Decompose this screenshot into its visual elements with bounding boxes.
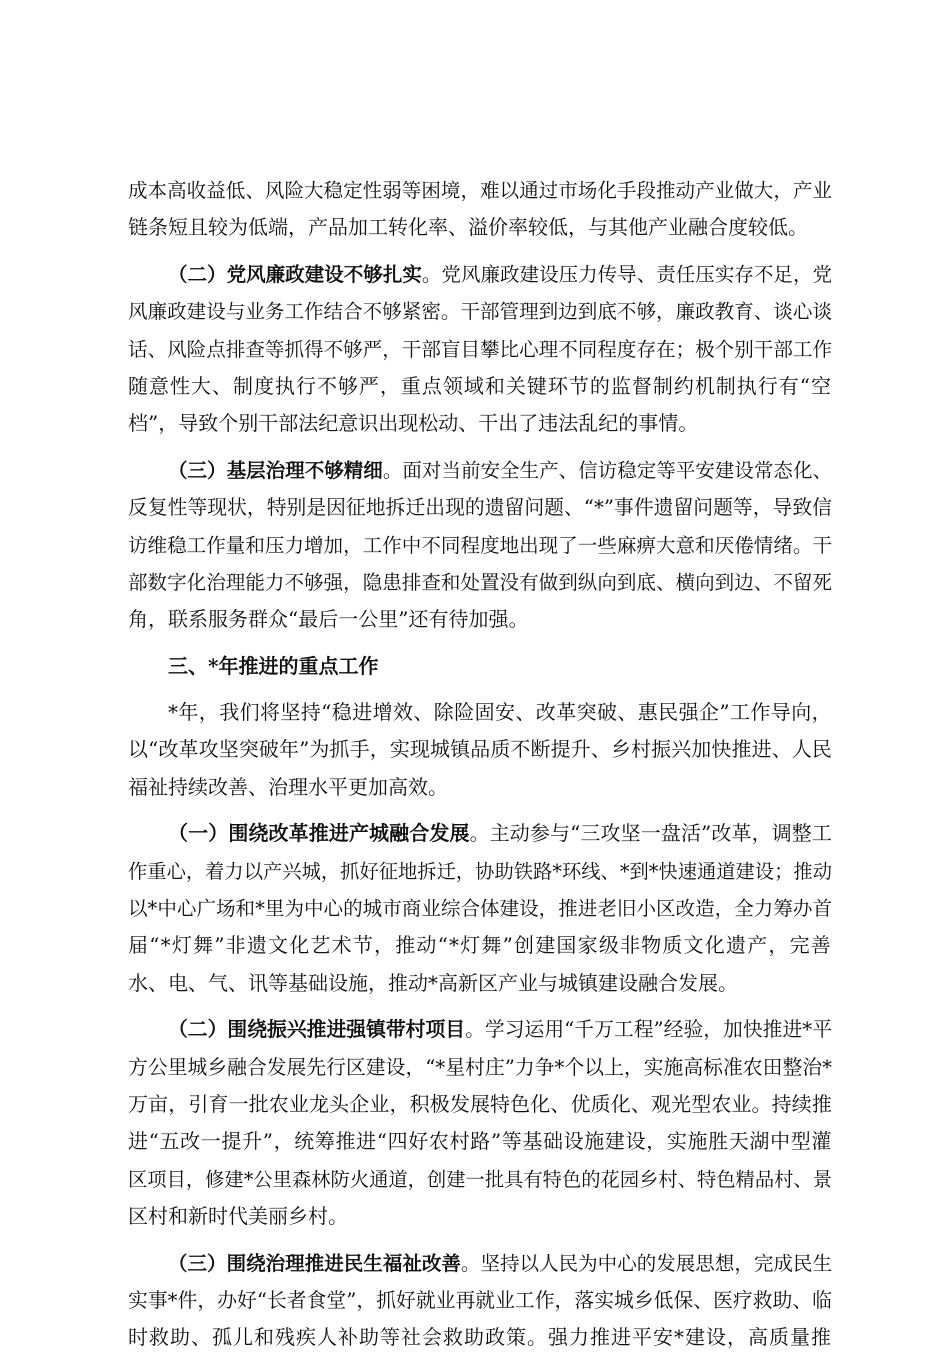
text-line [128,853,832,890]
paragraph-heading: （三）基层治理不够精细 [168,458,383,482]
section-heading-text: 三、*年推进的重点工作 [168,653,379,678]
paragraph-heading: （一）围绕改革推进产城融合发展 [168,821,470,846]
text: 进“五改一提升”，统筹推进“四好农村路”等基础设施建设，实施胜天湖中型灌 [128,1129,832,1154]
text-line [128,731,832,768]
paragraph [128,256,832,443]
paragraph [128,1011,832,1235]
text: 角，联系服务群众“最后一公里”还有待加强。 [128,607,529,632]
text: 。党风廉政建设压力传导、责任压实存不足，党 [421,262,833,286]
paragraph [128,815,832,1002]
text: 访维稳工作量和压力增加，工作中不同程度地出现了一些麻痹大意和厌倦情绪。干 [128,533,832,557]
paragraph [128,172,832,247]
text-line [128,405,832,442]
text-line [128,694,832,731]
text: 反复性等现状，特别是因征地拆迁出现的遗留问题、“*”事件遗留问题等，导致信 [128,496,832,520]
text: 时救助、孤儿和残疾人补助等社会救助政策。强力推进平安*建设，高质量推 [128,1325,832,1350]
text: 链条短且较为低端，产品加工转化率、溢价率较低，与其他产业融合度较低。 [128,215,808,240]
text-line [128,965,832,1002]
paragraph-heading: （二）党风廉政建设不够扎实 [168,262,422,286]
text: 档”，导致个别干部法纪意识出现松动、干出了违法乱纪的事情。 [128,411,699,436]
paragraph [128,1245,832,1357]
document-page [128,172,832,1357]
text-line [128,564,832,601]
text: 万亩，引育一批农业龙头企业，积极发展特色化、优质化、观光型农业。持续推 [128,1091,832,1116]
text: 风廉政建设与业务工作结合不够紧密。干部管理到边到底不够，廉政教育、谈心谈 [128,300,832,324]
text-line [128,172,832,209]
text-line [128,1011,832,1048]
text: 区村和新时代美丽乡村。 [128,1204,348,1229]
paragraph-heading: （三）围绕治理推进民生福祉改善 [168,1251,461,1275]
text: 。学习运用“千万工程”经验，加快推进*平 [465,1018,833,1042]
text: 部数字化治理能力不够强，隐患排查和处置没有做到纵向到底、横向到边、不留死 [128,570,832,594]
text: 以*中心广场和*里为中心的城市商业综合体建设，推进老旧小区改造，全力筹办首 [128,897,832,921]
text: 。主动参与“三攻坚一盘活”改革，调整工 [469,821,833,846]
section [128,648,832,685]
text: *年，我们将坚持“稳进增效、除险固安、改革突破、惠民强企”工作导向， [168,700,832,725]
text-line [128,368,832,405]
text-line [128,927,832,964]
text-line [128,1161,832,1198]
text-line [128,601,832,638]
text: 作重心，着力以产兴城，抓好征地拆迁，协助铁路*环线、*到*快速通道建设；推动 [128,859,832,883]
text-line [128,1198,832,1235]
text-line [128,527,832,564]
paragraph-heading: （二）围绕振兴推进强镇带村项目 [168,1017,466,1042]
text-line [128,1319,832,1356]
text-line [128,769,832,806]
text-line [128,890,832,927]
text-line [128,452,832,489]
text: 成本高收益低、风险大稳定性弱等困境，难以通过市场化手段推动产业做大，产业 [128,179,832,202]
text-line [128,209,832,246]
text: 随意性大、制度执行不够严，重点领域和关键环节的监督制约机制执行有“空 [128,373,832,398]
paragraph [128,694,832,806]
text-line [128,293,832,330]
text-line [128,1245,832,1282]
text: 区项目，修建*公里森林防火通道，创建一批具有特色的花园乡村、特色精品村、景 [128,1167,832,1191]
text-line [128,815,832,852]
text: 以“改革攻坚突破年”为抓手，实现城镇品质不断提升、乡村振兴加快推进、人民 [128,737,832,762]
text: 实事*件，办好“长者食堂”，抓好就业再就业工作，落实城乡低保、医疗救助、临 [128,1288,832,1312]
text-line [128,1282,832,1319]
text: 水、电、气、讯等基础设施，推动*高新区产业与城镇建设融合发展。 [128,970,738,995]
text-line [128,256,832,293]
paragraph [128,452,832,639]
text-line [128,1123,832,1160]
text: 届“*灯舞”非遗文化艺术节，推动“*灯舞”创建国家级非物质文化遗产，完善 [128,933,832,958]
text-line [128,331,832,368]
section-heading [128,648,832,685]
text-line [128,489,832,526]
text-line [128,1049,832,1086]
text-line [128,1086,832,1123]
text: 话、风险点排查等抓得不够严，干部盲目攀比心理不同程度存在；极个别干部工作 [128,337,832,361]
text: 。坚持以人民为中心的发展思想，完成民生 [460,1251,833,1275]
text: 方公里城乡融合发展先行区建设，“*星村庄”力争*个以上，实施高标准农田整治* [128,1055,832,1079]
text: 福祉持续改善、治理水平更加高效。 [128,774,448,799]
text: 。面对当前安全生产、信访稳定等平安建设常态化、 [382,458,833,482]
